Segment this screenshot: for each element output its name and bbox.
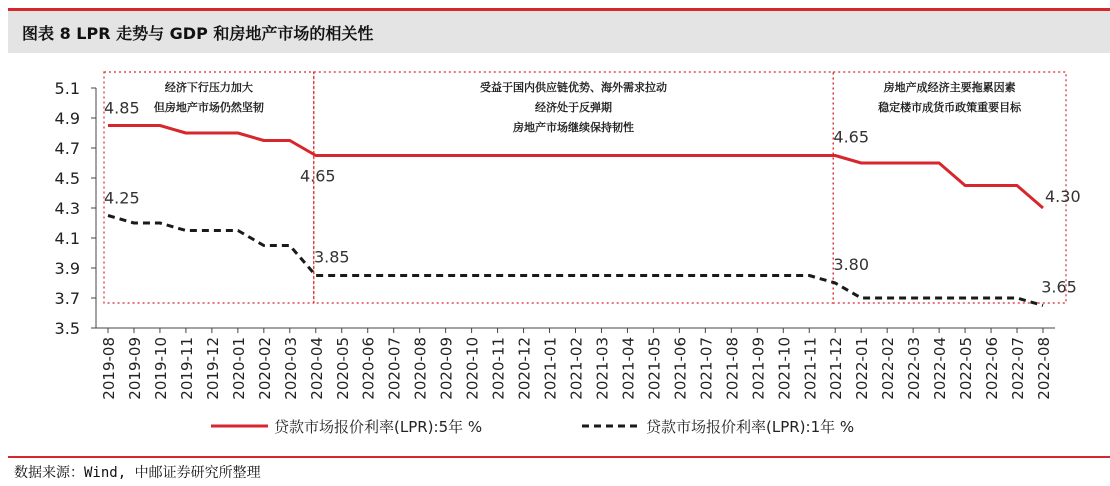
x-tick-label: 2020-11 — [489, 337, 508, 400]
data-label: 3.85 — [313, 247, 350, 267]
x-tick-label: 2022-03 — [905, 337, 924, 400]
lpr-line-chart — [0, 53, 1110, 453]
x-tick-label: 2021-02 — [567, 337, 586, 400]
data-label: 4.65 — [833, 127, 870, 147]
data-label: 4.85 — [104, 98, 140, 118]
y-tick-label: 4.5 — [54, 169, 80, 188]
x-tick-label: 2019-08 — [100, 337, 118, 400]
x-tick-label: 2021-06 — [671, 337, 690, 400]
x-tick-label: 2021-03 — [593, 337, 612, 400]
x-tick-label: 2022-01 — [853, 337, 872, 400]
y-tick-label: 5.1 — [54, 79, 80, 98]
x-tick-label: 2021-07 — [697, 337, 716, 400]
data-label: 4.25 — [104, 188, 140, 208]
lpr-5y-line — [108, 126, 1043, 209]
legend-label-lpr-5y: 贷款市场报价利率(LPR):5年 % — [274, 418, 483, 436]
x-tick-label: 2021-05 — [645, 337, 664, 400]
x-tick-label: 2021-12 — [827, 337, 846, 400]
annotation-text: 经济处于反弹期 — [535, 101, 612, 114]
annotation-text: 房地产成经济主要拖累因素 — [883, 81, 1016, 94]
x-tick-label: 2019-12 — [203, 337, 222, 400]
x-tick-label: 2019-09 — [125, 337, 144, 400]
x-tick-label: 2021-04 — [619, 337, 638, 400]
x-tick-label: 2020-03 — [281, 337, 300, 400]
y-tick-label: 3.5 — [54, 319, 80, 338]
y-tick-label: 3.9 — [54, 259, 80, 278]
x-tick-label: 2021-11 — [801, 337, 820, 400]
chart-title: 图表 8 LPR 走势与 GDP 和房地产市场的相关性 — [22, 24, 374, 43]
x-tick-label: 2020-08 — [411, 337, 430, 400]
data-source-note: 数据来源：Wind, 中邮证券研究所整理 — [14, 465, 261, 481]
x-tick-label: 2022-06 — [983, 337, 1002, 400]
x-tick-label: 2020-06 — [359, 337, 378, 400]
data-label: 4.65 — [299, 166, 336, 186]
x-tick-label: 2020-12 — [515, 337, 534, 400]
x-tick-label: 2020-02 — [255, 337, 274, 400]
x-tick-label: 2020-10 — [463, 337, 482, 400]
data-label: 4.30 — [1045, 187, 1081, 206]
lpr-1y-line — [108, 216, 1043, 306]
x-tick-label: 2021-09 — [749, 337, 768, 400]
x-tick-label: 2022-02 — [879, 337, 898, 400]
x-tick-label: 2021-10 — [775, 337, 794, 400]
x-tick-label: 2022-05 — [957, 337, 976, 400]
y-tick-label: 4.7 — [54, 139, 80, 158]
data-label: 3.65 — [1041, 277, 1077, 297]
annotation-text: 房地产市场继续保持韧性 — [513, 121, 634, 134]
legend-label-lpr-1y: 贷款市场报价利率(LPR):1年 % — [646, 418, 855, 436]
annotation-text: 受益于国内供应链优势、海外需求拉动 — [480, 81, 667, 94]
x-tick-label: 2019-10 — [151, 337, 170, 400]
x-tick-label: 2022-08 — [1035, 337, 1053, 400]
x-tick-label: 2021-08 — [723, 337, 742, 400]
x-tick-label: 2021-01 — [541, 337, 560, 400]
x-tick-label: 2020-04 — [307, 337, 326, 400]
x-tick-label: 2020-01 — [229, 337, 248, 400]
footer-rule — [8, 456, 1110, 458]
y-tick-label: 4.1 — [54, 229, 80, 248]
data-label: 3.80 — [833, 255, 870, 274]
annotation-text: 经济下行压力加大 — [164, 81, 253, 94]
x-tick-label: 2020-05 — [333, 337, 352, 400]
x-tick-label: 2022-07 — [1009, 337, 1028, 400]
y-tick-label: 4.9 — [54, 109, 80, 128]
annotation-text: 但房地产市场仍然坚韧 — [153, 101, 264, 114]
x-tick-label: 2022-04 — [931, 337, 950, 400]
x-tick-label: 2020-09 — [437, 337, 456, 400]
y-tick-label: 3.7 — [54, 289, 80, 308]
annotation-text: 稳定楼市成货币政策重要目标 — [878, 101, 1022, 114]
x-tick-label: 2019-11 — [177, 337, 196, 400]
title-bar — [8, 11, 1110, 53]
x-tick-label: 2020-07 — [385, 337, 404, 400]
y-tick-label: 4.3 — [54, 199, 80, 218]
